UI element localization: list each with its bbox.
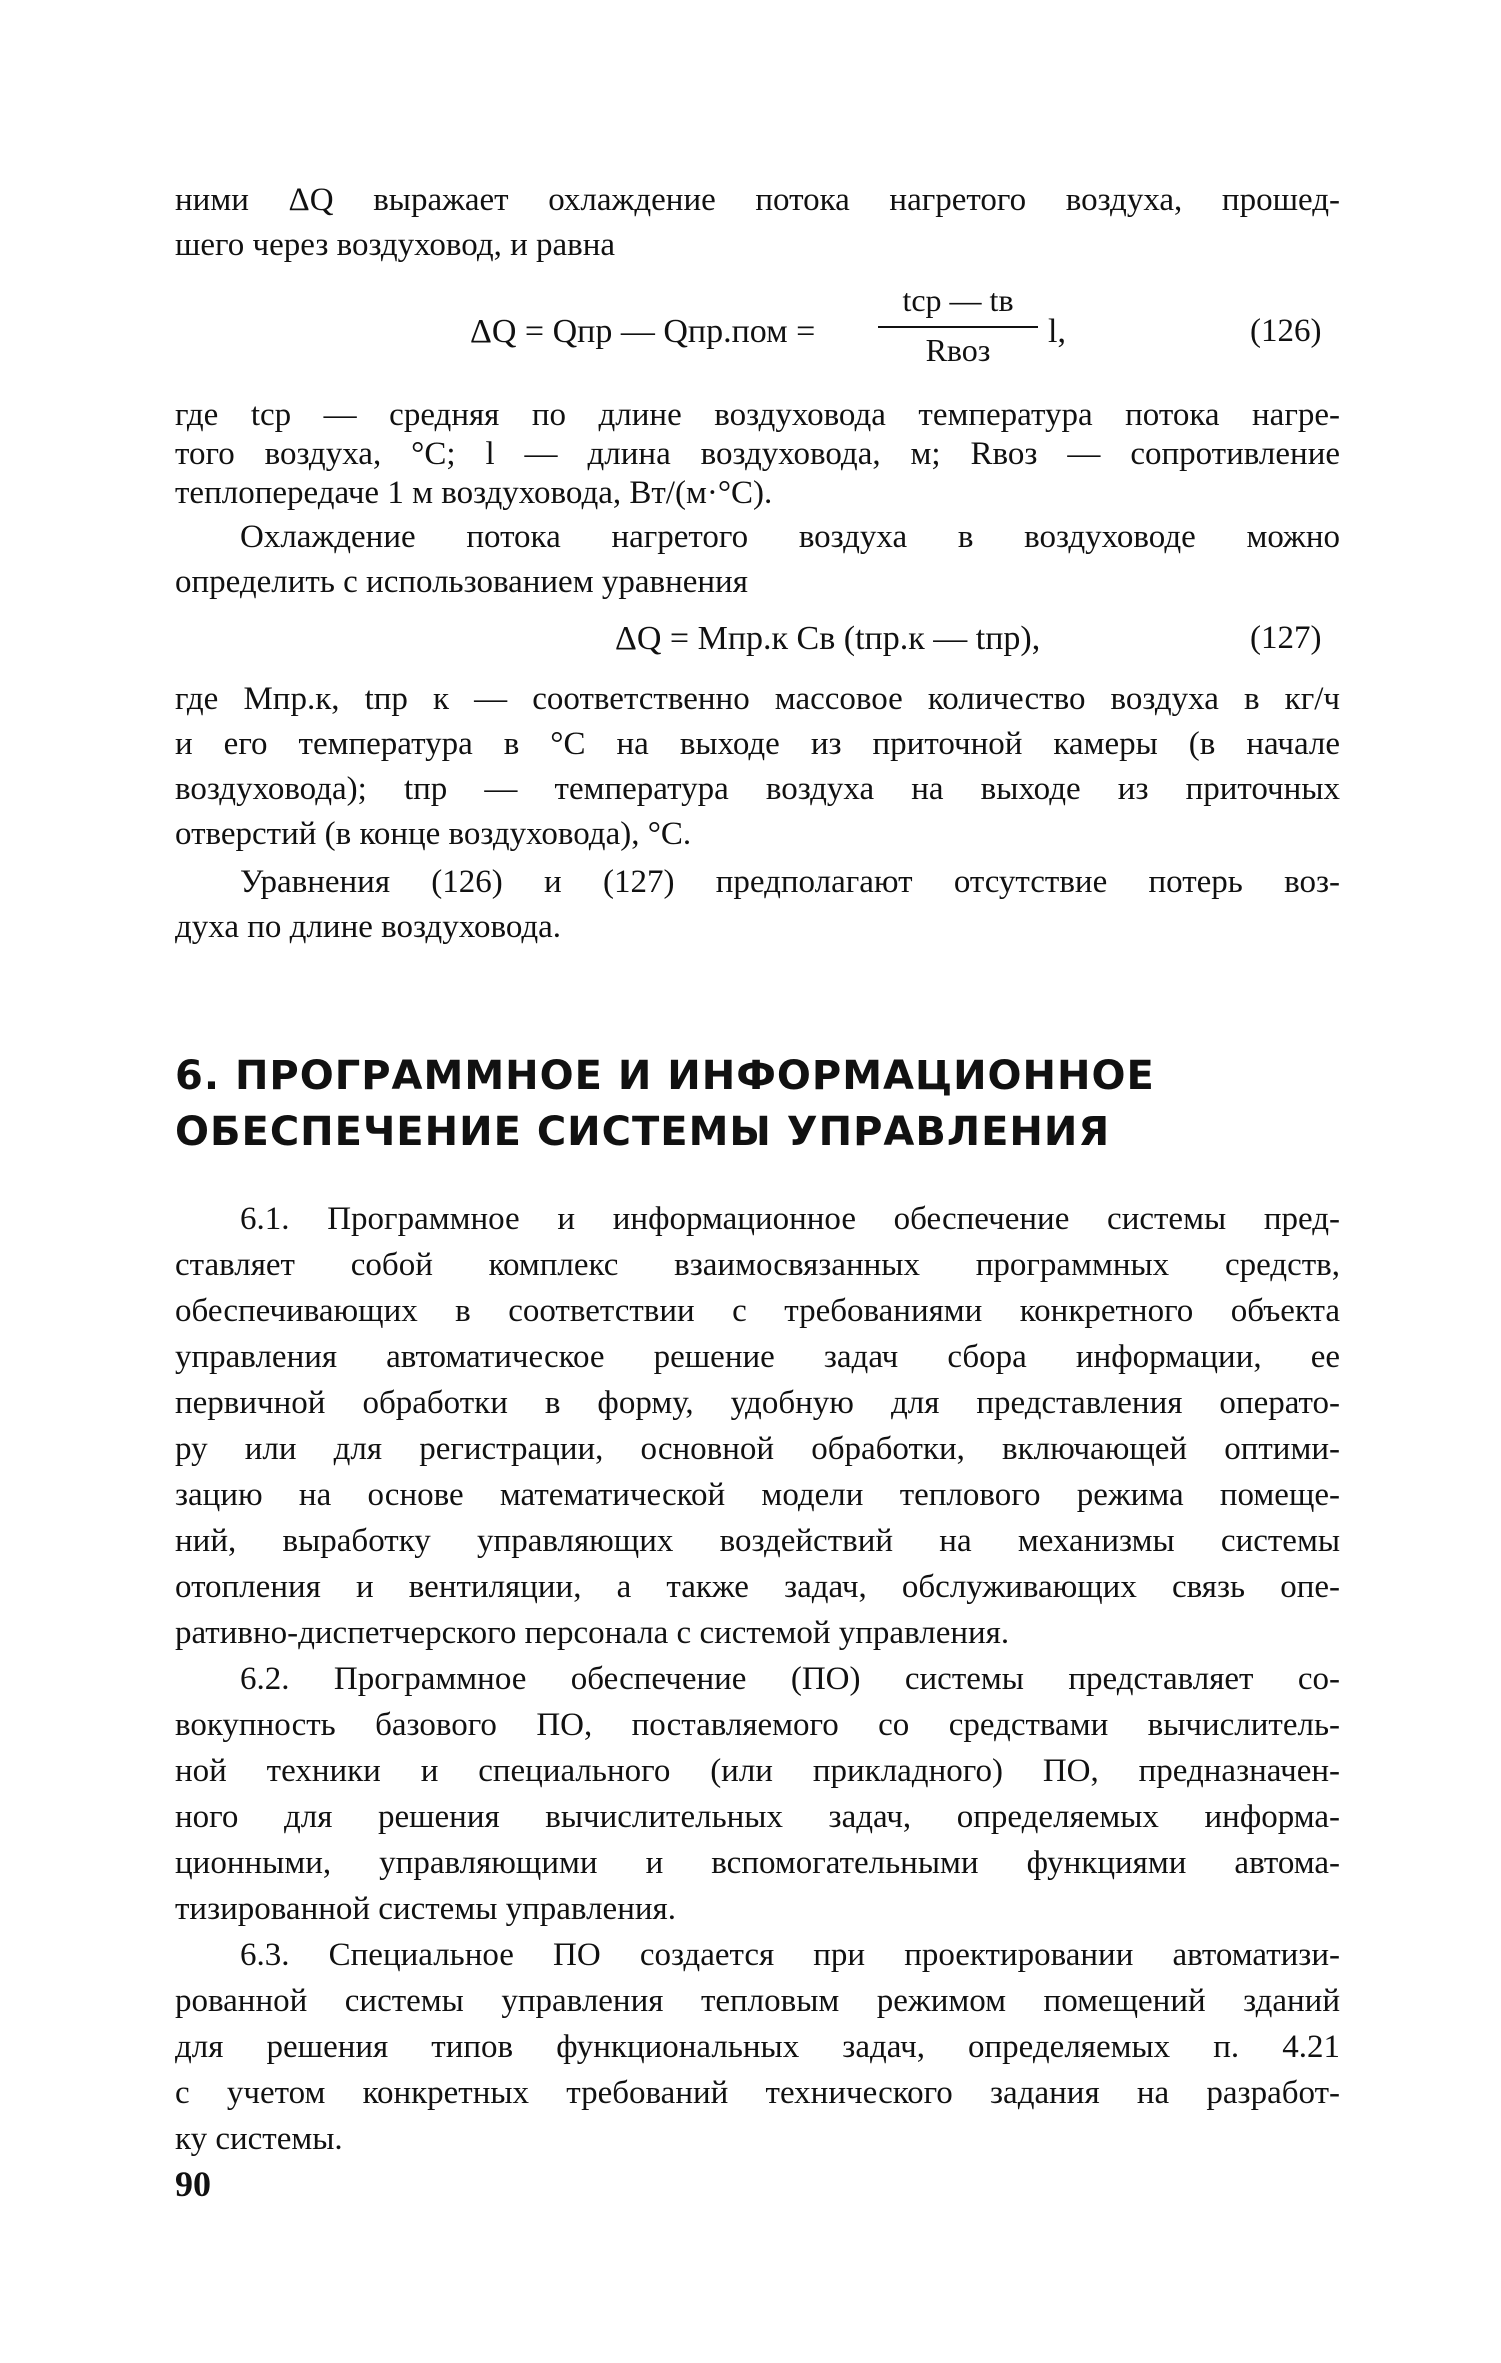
page-number: 90 [175, 2164, 211, 2204]
p62-line-3: ной техники и специального (или прикладного) ПО, предназначен- [175, 1753, 1340, 1789]
eq126-fraction-bar [878, 326, 1038, 328]
p63-line-5: ку системы. [175, 2121, 343, 2157]
eq126-denominator: Rвоз [925, 332, 991, 368]
p62-line-1: 6.2. Программное обеспечение (ПО) системы представляет со- [240, 1661, 1340, 1697]
p61-line-5: первичной обработки в форму, удобную для представления операто- [175, 1385, 1340, 1421]
p61-line-3: обеспечивающих в соответствии с требованиями конкретного объекта [175, 1293, 1340, 1329]
p61-line-7: зацию на основе математической модели теплового режима помеще- [175, 1477, 1340, 1513]
p61-line-8: ний, выработку управляющих воздействий на механизмы системы [175, 1523, 1340, 1559]
p62-line-5: ционными, управляющими и вспомогательными функциями автома- [175, 1845, 1340, 1881]
p61-line-6: ру или для регистрации, основной обработки, включающей оптими- [175, 1431, 1340, 1467]
p61-line-10: ративно-диспетчерского персонала с системой управления. [175, 1615, 1010, 1651]
p63-line-3: для решения типов функциональных задач, определяемых п. 4.21 [175, 2029, 1340, 2065]
eq126-suffix: l, [1048, 313, 1066, 350]
where126-line-3: теплопередаче 1 м воздуховода, Вт/(м·°С). [175, 475, 773, 511]
where127-line-2: и его температура в °С на выходе из приточной камеры (в начале [175, 726, 1340, 762]
p61-line-1: 6.1. Программное и информационное обеспечение системы пред- [240, 1201, 1340, 1237]
intro-line-2: шего через воздуховод, и равна [175, 227, 616, 263]
cooling-line-1: Охлаждение потока нагретого воздуха в воздуховоде можно [240, 519, 1340, 555]
p62-line-2: вокупность базового ПО, поставляемого со средствами вычислитель- [175, 1707, 1340, 1743]
p62-line-4: ного для решения вычислительных задач, определяемых информа- [175, 1799, 1340, 1835]
p61-line-2: ставляет собой комплекс взаимосвязанных программных средств, [175, 1247, 1340, 1283]
eq127-number: (127) [1250, 620, 1322, 656]
eq126-number: (126) [1250, 313, 1322, 349]
p61-line-9: отопления и вентиляции, а также задач, обслуживающих связь опе- [175, 1569, 1340, 1605]
where127-line-4: отверстий (в конце воздуховода), °С. [175, 816, 692, 852]
p62-line-6: тизированной системы управления. [175, 1891, 676, 1927]
p63-line-1: 6.3. Специальное ПО создается при проектировании автоматизи- [240, 1937, 1340, 1973]
where127-line-1: где Mпр.к, tпр к — соответственно массовое количество воздуха в кг/ч [175, 681, 1340, 717]
equations-line-2: духа по длине воздуховода. [175, 909, 562, 945]
eq127-formula: ΔQ = Mпр.к Cв (tпр.к — tпр), [615, 620, 1041, 657]
where127-line-3: воздуховода); tпр — температура воздуха на выходе из приточных [175, 771, 1340, 807]
cooling-line-2: определить с использованием уравнения [175, 564, 748, 600]
section-heading-line-2: ОБЕСПЕЧЕНИЕ СИСТЕМЫ УПРАВЛЕНИЯ [175, 1109, 1111, 1155]
p61-line-4: управления автоматическое решение задач сбора информации, ее [175, 1339, 1340, 1375]
where126-line-1: где tср — средняя по длине воздуховода температура потока нагре- [175, 397, 1340, 433]
p63-line-4: с учетом конкретных требований технического задания на разработ- [175, 2075, 1340, 2111]
equations-line-1: Уравнения (126) и (127) предполагают отсутствие потерь воз- [240, 864, 1340, 900]
eq126-numerator: tср — tв [902, 282, 1014, 318]
where126-line-2: того воздуха, °С; l — длина воздуховода, м; Rвоз — сопротивление [175, 436, 1340, 472]
eq126-lhs: ΔQ = Qпр — Qпр.пом = [470, 313, 816, 350]
p63-line-2: рованной системы управления тепловым режимом помещений зданий [175, 1983, 1340, 2019]
section-heading-line-1: 6. ПРОГРАММНОЕ И ИНФОРМАЦИОННОЕ [175, 1053, 1155, 1099]
intro-line-1: ними ΔQ выражает охлаждение потока нагретого воздуха, прошед- [175, 182, 1340, 218]
